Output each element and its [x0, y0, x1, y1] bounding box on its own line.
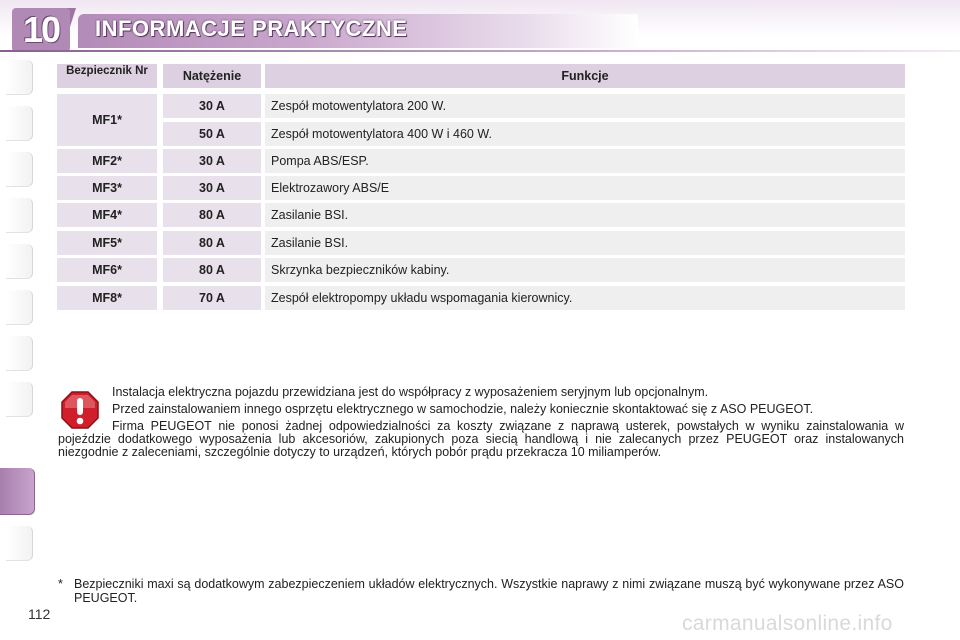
header-functions: Funkcje: [265, 64, 905, 88]
function-cell: Zespół motowentylatora 200 W.: [265, 94, 905, 118]
fuse-label: MF8*: [57, 286, 157, 310]
function-cell: Zasilanie BSI.: [265, 231, 905, 255]
table-row: [57, 176, 905, 200]
function-cell: Zespół motowentylatora 400 W i 460 W.: [265, 122, 905, 146]
side-tab[interactable]: [6, 198, 33, 233]
table-row: [57, 258, 905, 282]
fuse-label: MF5*: [57, 231, 157, 255]
side-tab[interactable]: [6, 152, 33, 187]
fuse-label: MF1*: [57, 94, 157, 146]
fuse-label: MF2*: [57, 149, 157, 173]
amperage-cell: 30 A: [163, 176, 261, 200]
header-amperage: Natężenie: [163, 64, 261, 88]
amperage-cell: 80 A: [163, 231, 261, 255]
table-row: [57, 203, 905, 227]
amperage-cell: 80 A: [163, 258, 261, 282]
side-tab[interactable]: [6, 290, 33, 325]
header-divider: [0, 50, 960, 52]
table-row: [57, 231, 905, 255]
amperage-cell: 30 A: [163, 149, 261, 173]
table-header-row: [57, 64, 905, 88]
side-tab[interactable]: [6, 244, 33, 279]
function-cell: Skrzynka bezpieczników kabiny.: [265, 258, 905, 282]
chapter-side-tabs: [0, 60, 34, 580]
page-title: INFORMACJE PRAKTYCZNE: [95, 16, 408, 41]
side-tab[interactable]: [6, 526, 33, 561]
table-row: [57, 94, 905, 118]
function-cell: Elektrozawory ABS/E: [265, 176, 905, 200]
side-tab[interactable]: [6, 336, 33, 371]
warning-paragraph: Przed zainstalowaniem innego osprzętu elektrycznego w samochodzie, należy koniecznie skontaktować się z ASO PEUGEOT.: [112, 402, 814, 416]
watermark: carmanualsonline.info: [682, 612, 893, 635]
fuse-label: MF6*: [57, 258, 157, 282]
warning-paragraph: Instalacja elektryczna pojazdu przewidziana jest do współpracy z wyposażeniem seryjnym lub opcjonalnym.: [112, 385, 709, 399]
function-cell: Zespół elektropompy układu wspomagania kierownicy.: [265, 286, 905, 310]
chapter-number-badge: 10: [12, 8, 70, 52]
warning-text: [58, 386, 904, 463]
footnote-marker: *: [58, 577, 63, 591]
page-number: 112: [28, 606, 51, 622]
amperage-cell: 80 A: [163, 203, 261, 227]
footnote: [58, 577, 904, 605]
fuse-label: MF3*: [57, 176, 157, 200]
table-row: [57, 122, 905, 146]
side-tab-active[interactable]: [0, 468, 35, 515]
side-tab[interactable]: [6, 60, 33, 95]
side-tab[interactable]: [6, 106, 33, 141]
amperage-cell: 30 A: [163, 94, 261, 118]
function-cell: Pompa ABS/ESP.: [265, 149, 905, 173]
warning-paragraph: Firma PEUGEOT nie ponosi żadnej odpowiedzialności za koszty związane z naprawą usterek, powstałych w wyniku zainstalowania w pojeździe dodatkowego wyposażenia lub akcesoriów, zakupionych poza siecią handlową i nie zalecanych przez PEUGEOT oraz instalowanych niezgodnie z zaleceniami, szczególnie dotyczy to urządzeń, których pobór prądu przekracza 10 miliamperów.: [58, 419, 904, 459]
table-row: [57, 149, 905, 173]
function-cell: Zasilanie BSI.: [265, 203, 905, 227]
fuse-label: MF4*: [57, 203, 157, 227]
footnote-text: Bezpieczniki maxi są dodatkowym zabezpieczeniem układów elektrycznych. Wszystkie naprawy z nimi związane muszą być wykonywane przez ASO PEUGEOT.: [74, 577, 904, 605]
amperage-cell: 50 A: [163, 122, 261, 146]
table-row: [57, 286, 905, 310]
header-fuse-no: Bezpiecznik Nr: [57, 64, 157, 88]
side-tab[interactable]: [6, 382, 33, 417]
amperage-cell: 70 A: [163, 286, 261, 310]
page-header: [0, 0, 960, 52]
